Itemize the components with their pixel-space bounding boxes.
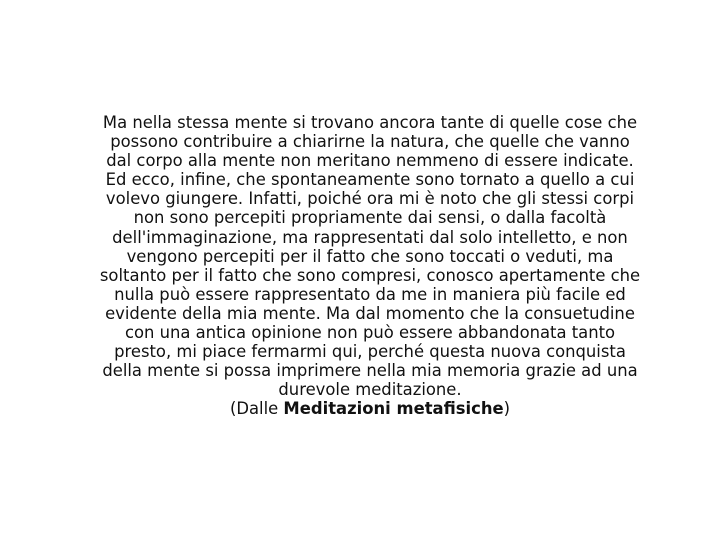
passage-line: nulla può essere rappresentato da me in maniera più facile ed xyxy=(114,284,626,304)
passage-line: con una antica opinione non può essere abbandonata tanto xyxy=(124,323,616,343)
passage-line: possono contribuire a chiarirne la natura, che quelle che vanno xyxy=(110,132,630,152)
passage-line: durevole meditazione. xyxy=(278,380,462,400)
quote-passage xyxy=(80,113,660,419)
passage-line: soltanto per il fatto che sono compresi, conosco apertamente che xyxy=(99,265,641,285)
passage-line: presto, mi piace fermarmi qui, perché questa nuova conquista xyxy=(114,342,626,362)
passage-line: della mente si possa imprimere nella mia memoria grazie ad una xyxy=(102,361,638,381)
passage-line: volevo giungere. Infatti, poiché ora mi è noto che gli stessi corpi xyxy=(105,189,635,209)
passage-line: non sono percepiti propriamente dai sensi, o dalla facoltà xyxy=(133,208,607,228)
passage-line: dell'immaginazione, ma rappresentati dal solo intelletto, e non xyxy=(112,227,628,247)
source-prefix: (Dalle xyxy=(229,399,284,419)
passage-line: evidente della mia mente. Ma dal momento che la consuetudine xyxy=(105,303,635,323)
passage-line: Ma nella stessa mente si trovano ancora tante di quelle cose che xyxy=(102,113,638,132)
source-title: Meditazioni metafisiche xyxy=(283,399,504,419)
source-suffix: ) xyxy=(503,399,511,419)
passage-line: Ed ecco, infine, che spontaneamente sono tornato a quello a cui xyxy=(105,170,635,190)
passage-line: dal corpo alla mente non meritano nemmeno di essere indicate. xyxy=(106,151,634,171)
source-citation xyxy=(80,399,660,418)
passage-line: vengono percepiti per il fatto che sono toccati o veduti, ma xyxy=(126,246,614,266)
